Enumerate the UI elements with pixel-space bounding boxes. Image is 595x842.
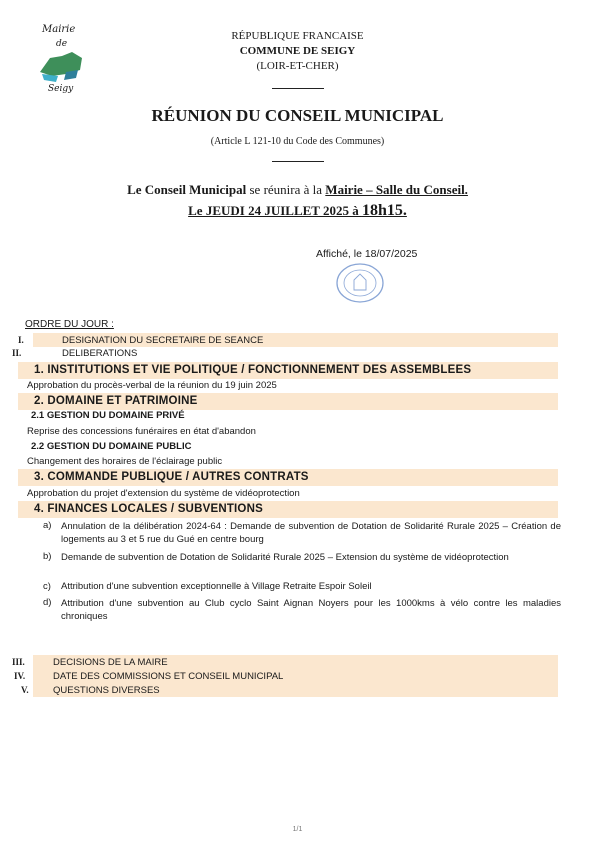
republic-line: RÉPUBLIQUE FRANCAISE	[231, 30, 364, 42]
agenda-item-iv-label: DATE DES COMMISSIONS ET CONSEIL MUNICIPAL	[53, 671, 284, 682]
section-2-title: 2. DOMAINE ET PATRIMOINE	[34, 395, 198, 407]
section-3-title: 3. COMMANDE PUBLIQUE / AUTRES CONTRATS	[34, 471, 309, 483]
agenda-item-i-number: I.	[18, 335, 24, 345]
item-b-marker: b)	[43, 551, 52, 562]
agenda-item-ii-label: DELIBERATIONS	[62, 348, 138, 359]
announcement-line	[0, 182, 595, 198]
agenda-item-iii-label: DECISIONS DE LA MAIRE	[53, 657, 168, 668]
meeting-date: Le JEUDI 24 JUILLET 2025 à	[188, 203, 362, 218]
item-d-text: Attribution d'une subvention au Club cyclo Saint Aignan Noyers pour les 1000kms à vélo contre les maladies chroniques	[61, 598, 561, 622]
item-a-text: Annulation de la délibération 2024-64 : Demande de subvention de Dotation de Solidarité Rurale 2025 – Création de logements au 3 et 5 rue du Gué en centre bourg	[61, 521, 561, 545]
section-1-item: Approbation du procès-verbal de la réunion du 19 juin 2025	[27, 380, 277, 391]
agenda-item-iv-number: IV.	[14, 671, 26, 681]
agenda-item-iii-number: III.	[12, 657, 25, 667]
meeting-time: 18h15.	[361, 202, 407, 219]
title-divider	[272, 161, 324, 162]
logo-text-mairie: Mairie	[42, 24, 76, 35]
item-c-text: Attribution d'une subvention exceptionnelle à Village Retraite Espoir Soleil	[61, 581, 372, 592]
item-c-marker: c)	[43, 581, 51, 592]
section-1-title: 1. INSTITUTIONS ET VIE POLITIQUE / FONCTIONNEMENT DES ASSEMBLEES	[34, 364, 472, 376]
article-reference: (Article L 121-10 du Code des Communes)	[210, 136, 385, 147]
mairie-stamp	[335, 262, 385, 304]
agenda-item-v-number: V.	[21, 685, 29, 695]
logo-text-seigy: Seigy	[48, 84, 74, 94]
meeting-date-line	[0, 202, 595, 220]
announcement-subject: Le Conseil Municipal	[127, 182, 247, 197]
commune-line: COMMUNE DE SEIGY	[239, 45, 356, 57]
page-title: RÉUNION DU CONSEIL MUNICIPAL	[151, 106, 444, 125]
item-b-text: Demande de subvention de Dotation de Solidarité Rurale 2025 – Extension du système de vidéoprotection	[61, 552, 509, 563]
agenda-item-v-label: QUESTIONS DIVERSES	[53, 685, 160, 696]
section-4-title: 4. FINANCES LOCALES / SUBVENTIONS	[34, 503, 263, 515]
logo-text-de: de	[56, 39, 68, 49]
section-3-item: Approbation du projet d'extension du système de vidéoprotection	[27, 488, 300, 499]
agenda-item-ii-number: II.	[12, 348, 22, 358]
agenda-item-i-label: DESIGNATION DU SECRETAIRE DE SEANCE	[62, 335, 264, 346]
agenda-label: ORDRE DU JOUR :	[25, 319, 114, 330]
header-divider	[272, 88, 324, 89]
section-2-2-heading: 2.2 GESTION DU DOMAINE PUBLIC	[31, 441, 192, 452]
page-number: 1/1	[292, 826, 303, 833]
section-2-1-heading: 2.1 GESTION DU DOMAINE PRIVÉ	[31, 410, 185, 421]
department-line: (LOIR-ET-CHER)	[256, 60, 339, 72]
item-d-marker: d)	[43, 597, 52, 608]
announcement-verb: se réunira à la	[246, 182, 326, 197]
section-2-1-item: Reprise des concessions funéraires en état d'abandon	[27, 426, 256, 437]
posted-date: Affiché, le 18/07/2025	[316, 248, 418, 260]
item-a-marker: a)	[43, 520, 52, 531]
announcement-location: Mairie – Salle du Conseil.	[325, 182, 468, 197]
section-2-2-item: Changement des horaires de l'éclairage public	[27, 456, 223, 467]
